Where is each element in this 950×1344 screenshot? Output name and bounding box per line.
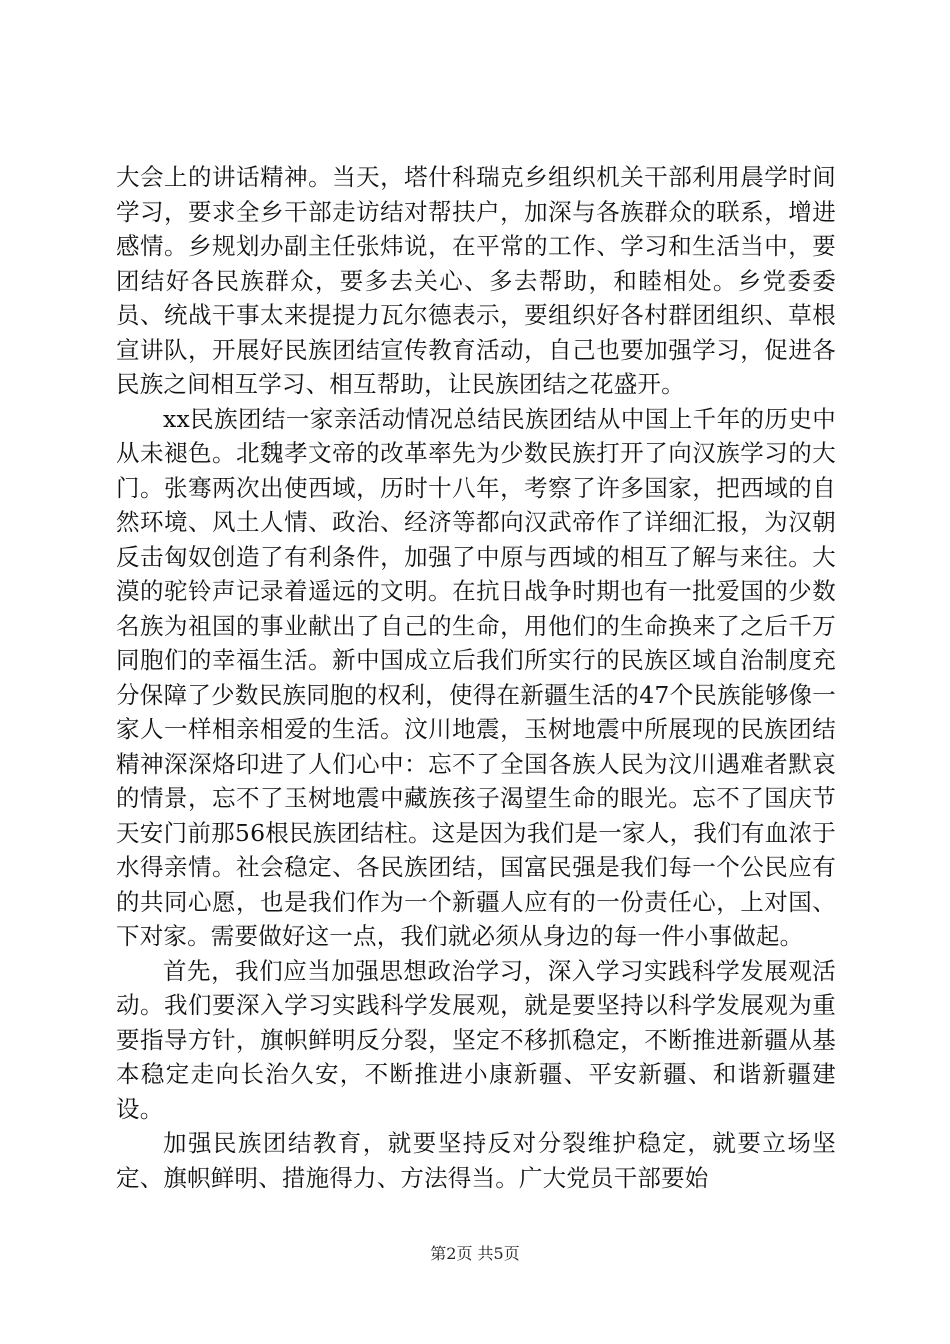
page-number-footer: 第2页 共5页	[430, 1244, 520, 1263]
paragraph-2: xx民族团结一家亲活动情况总结民族团结从中国上千年的历史中从未褪色。北魏孝文帝的改革率先为少数民族打开了向汉族学习的大门。张骞两次出使西域，历时十八年，考察了许多国家，把西域的自然环境、风土人情、政治、经济等都向汉武帝作了详细汇报，为汉朝反击匈奴创造了有利条件，加强了中原与西域的相互了解与来往。大漠的驼铃声记录着遥远的文明。在抗日战争时期也有一批爱国的少数名族为祖国的事业献出了自己的生命，用他们的生命换来了之后千万同胞们的幸福生活。新中国成立后我们所实行的民族区域自治制度充分保障了少数民族同胞的权利，使得在新疆生活的47个民族能够像一家人一样相亲相爱的生活。汶川地震，玉树地震中所展现的民族团结精神深深烙印进了人们心中：忘不了全国各族人民为汶川遇难者默哀的情景，忘不了玉树地震中藏族孩子渴望生命的眼光。忘不了国庆节天安门前那56根民族团结柱。这是因为我们是一家人，我们有血浓于水得亲情。社会稳定、各民族团结，国富民强是我们每一个公民应有的共同心愿，也是我们作为一个新疆人应有的一份责任心，上对国、下对家。需要做好这一点，我们就必须从身边的每一件小事做起。	[116, 404, 836, 950]
paragraph-3: 首先，我们应当加强思想政治学习，深入学习实践科学发展观活动。我们要深入学习实践科学发展观，就是要坚持以科学发展观为重要指导方针，旗帜鲜明反分裂，坚定不移抓稳定，不断推进新疆从基本稳定走向长治久安，不断推进小康新疆、平安新疆、和谐新疆建设。	[116, 956, 836, 1123]
document-body	[116, 160, 836, 1195]
paragraph-4: 加强民族团结教育，就要坚持反对分裂维护稳定，就要立场坚定、旗帜鲜明、措施得力、方法得当。广大党员干部要始	[116, 1129, 836, 1192]
paragraph-1: 大会上的讲话精神。当天，塔什科瑞克乡组织机关干部利用晨学时间学习，要求全乡干部走访结对帮扶户，加深与各族群众的联系，增进感情。乡规划办副主任张炜说，在平常的工作、学习和生活当中，要团结好各民族群众，要多去关心、多去帮助，和睦相处。乡党委委员、统战干事太来提提力瓦尔德表示，要组织好各村群团组织、草根宣讲队，开展好民族团结宣传教育活动，自己也要加强学习，促进各民族之间相互学习、相互帮助，让民族团结之花盛开。	[116, 163, 836, 398]
